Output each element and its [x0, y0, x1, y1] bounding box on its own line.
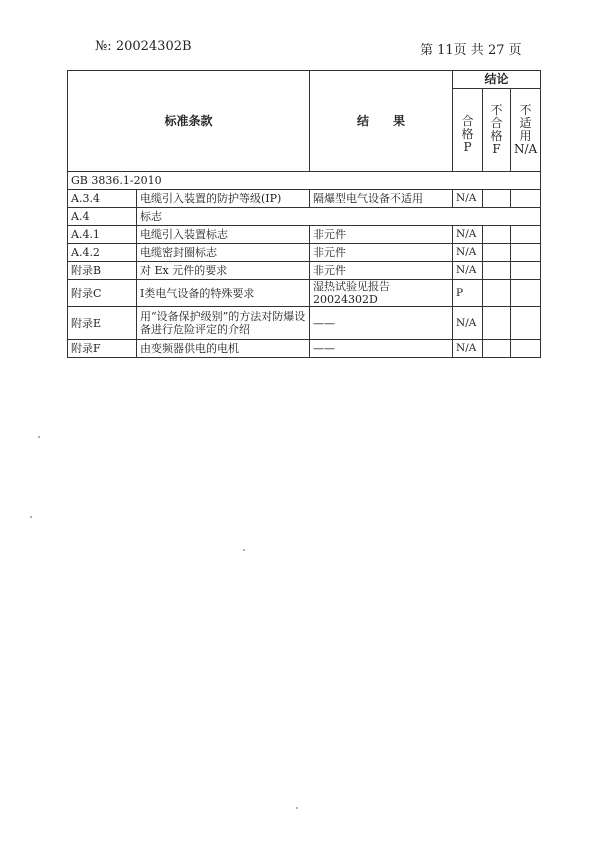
fail-cell: [483, 307, 511, 340]
standard-clause-header: 标准条款: [68, 71, 310, 172]
pass-cell: P: [453, 280, 483, 307]
table-row: [68, 307, 541, 340]
pass-cell: N/A: [453, 244, 483, 262]
section-title: GB 3836.1-2010: [68, 172, 541, 190]
result-cell: 隔爆型电气设备不适用: [310, 190, 453, 208]
pass-cell: N/A: [453, 340, 483, 358]
result-cell: ——: [310, 307, 453, 340]
not-applicable-header: 不 适 用 N/A: [511, 89, 541, 172]
conclusion-header: 结论: [453, 71, 541, 89]
requirement-cell: Ⅰ类电气设备的特殊要求: [137, 280, 310, 307]
result-cell: ——: [310, 340, 453, 358]
na-cell: [511, 280, 541, 307]
fail-header: 不 合 格 F: [483, 89, 511, 172]
requirement-cell: 电缆密封圈标志: [137, 244, 310, 262]
conformity-table: [67, 70, 541, 358]
clause-cell: A.4.1: [68, 226, 137, 244]
clause-cell: 附录C: [68, 280, 137, 307]
scan-speck: [30, 516, 32, 518]
clause-cell: 附录B: [68, 262, 137, 280]
fail-cell: [483, 280, 511, 307]
pass-cell: N/A: [453, 190, 483, 208]
na-cell: [511, 226, 541, 244]
result-cell: 非元件: [310, 262, 453, 280]
scan-speck: [38, 436, 40, 438]
fail-cell: [483, 262, 511, 280]
na-cell: [511, 244, 541, 262]
requirement-cell: 用“设备保护级别”的方法对防爆设备进行危险评定的介绍: [137, 307, 310, 340]
fail-cell: [483, 226, 511, 244]
clause-cell: A.4: [68, 208, 137, 226]
pass-header: 合 格 P: [453, 89, 483, 172]
requirement-cell: 由变频器供电的电机: [137, 340, 310, 358]
table-row: [68, 190, 541, 208]
result-cell: 湿热试验见报告 20024302D: [310, 280, 453, 307]
report-number: №: 20024302B: [95, 39, 192, 54]
fail-cell: [483, 190, 511, 208]
result-cell: 非元件: [310, 226, 453, 244]
clause-cell: A.3.4: [68, 190, 137, 208]
na-cell: [511, 190, 541, 208]
na-cell: [511, 307, 541, 340]
table-row: [68, 226, 541, 244]
table-row: [68, 262, 541, 280]
scan-speck: [243, 549, 245, 551]
fail-cell: [483, 244, 511, 262]
table-header-row: [68, 71, 541, 89]
clause-cell: 附录F: [68, 340, 137, 358]
result-cell: 非元件: [310, 244, 453, 262]
pass-cell: N/A: [453, 262, 483, 280]
table-row: [68, 280, 541, 307]
pass-cell: N/A: [453, 226, 483, 244]
fail-cell: [483, 340, 511, 358]
table-row: [68, 340, 541, 358]
table-row: [68, 208, 541, 226]
result-header: 结 果: [310, 71, 453, 172]
requirement-cell: 电缆引入装置标志: [137, 226, 310, 244]
na-cell: [511, 262, 541, 280]
requirement-cell: 对 Ex 元件的要求: [137, 262, 310, 280]
page-info: 第 11页 共 27 页: [420, 43, 522, 58]
section-row: [68, 172, 541, 190]
na-cell: [511, 340, 541, 358]
table-row: [68, 244, 541, 262]
requirement-cell: 电缆引入装置的防护等级(IP): [137, 190, 310, 208]
pass-cell: N/A: [453, 307, 483, 340]
requirement-cell: 标志: [137, 208, 541, 226]
clause-cell: 附录E: [68, 307, 137, 340]
clause-cell: A.4.2: [68, 244, 137, 262]
scan-speck: [296, 807, 298, 809]
